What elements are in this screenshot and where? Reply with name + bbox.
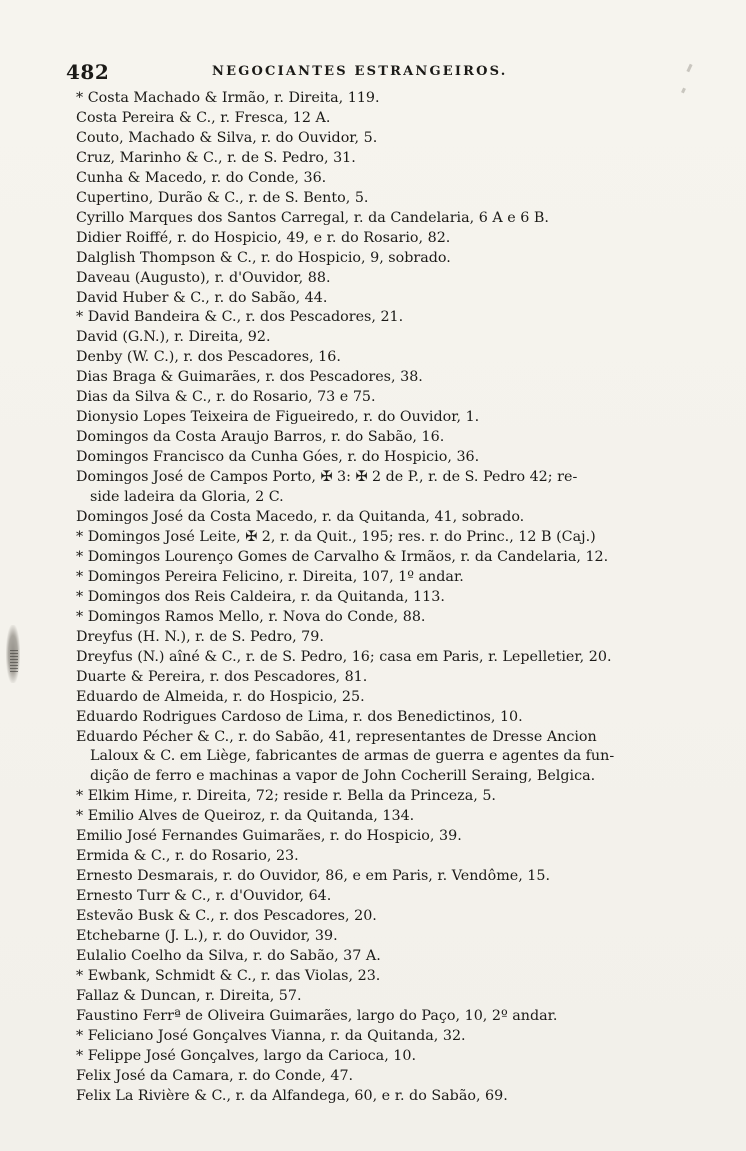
directory-entry: Eulalio Coelho da Silva, r. do Sabão, 37 A. xyxy=(76,947,381,964)
page-number: 482 xyxy=(66,60,110,84)
directory-entry: * Domingos Lourenço Gomes de Carvalho & Irmãos, r. da Candelaria, 12. xyxy=(76,548,609,565)
directory-entry: Dreyfus (H. N.), r. de S. Pedro, 79. xyxy=(76,628,324,645)
directory-entry: * Feliciano José Gonçalves Vianna, r. da Quitanda, 32. xyxy=(76,1027,466,1044)
directory-entry: Domingos da Costa Araujo Barros, r. do Sabão, 16. xyxy=(76,429,445,446)
entry-continuation-line: Laloux & C. em Liège, fabricantes de armas de guerra e agentes da fun- xyxy=(90,748,615,765)
directory-entry: * Domingos Ramos Mello, r. Nova do Conde, 88. xyxy=(76,608,426,625)
running-title: NEGOCIANTES ESTRANGEIROS. xyxy=(212,64,508,79)
directory-entry: * David Bandeira & C., r. dos Pescadores, 21. xyxy=(76,309,404,326)
directory-entry: * Felippe José Gonçalves, largo da Carioca, 10. xyxy=(76,1047,417,1064)
directory-entry: Cyrillo Marques dos Santos Carregal, r. da Candelaria, 6 A e 6 B. xyxy=(76,209,549,226)
directory-entry: * Ewbank, Schmidt & C., r. das Violas, 23. xyxy=(76,967,381,984)
directory-entry: Cunha & Macedo, r. do Conde, 36. xyxy=(76,169,327,186)
directory-entry: Cupertino, Durão & C., r. de S. Bento, 5. xyxy=(76,189,369,206)
directory-entry: Domingos José da Costa Macedo, r. da Quitanda, 41, sobrado. xyxy=(76,509,525,526)
directory-entry: David Huber & C., r. do Sabão, 44. xyxy=(76,289,328,306)
directory-entry: * Elkim Hime, r. Direita, 72; reside r. Bella da Princeza, 5. xyxy=(76,788,496,805)
page-header xyxy=(66,60,666,90)
directory-entry: Duarte & Pereira, r. dos Pescadores, 81. xyxy=(76,668,368,685)
directory-entry: Dias Braga & Guimarães, r. dos Pescadores, 38. xyxy=(76,369,423,386)
directory-entry: Eduardo Rodrigues Cardoso de Lima, r. dos Benedictinos, 10. xyxy=(76,708,523,725)
directory-entry: Denby (W. C.), r. dos Pescadores, 16. xyxy=(76,349,341,366)
directory-entry: Faustino Ferrª de Oliveira Guimarães, largo do Paço, 10, 2º andar. xyxy=(76,1007,558,1024)
directory-entry: * Domingos Pereira Felicino, r. Direita, 107, 1º andar. xyxy=(76,568,464,585)
directory-entry: Domingos José de Campos Porto, ✠ 3: ✠ 2 de P., r. de S. Pedro 42; re- xyxy=(76,469,578,486)
directory-entry: Emilio José Fernandes Guimarães, r. do Hospicio, 39. xyxy=(76,828,462,845)
directory-entry: Ernesto Turr & C., r. d'Ouvidor, 64. xyxy=(76,888,332,905)
directory-entry: * Emilio Alves de Queiroz, r. da Quitanda, 134. xyxy=(76,808,415,825)
directory-entries xyxy=(76,89,704,1107)
page-stain-mark xyxy=(10,648,18,672)
directory-entry: Couto, Machado & Silva, r. do Ouvidor, 5. xyxy=(76,129,378,146)
paper-speck xyxy=(686,64,692,73)
entry-continuation-line: side ladeira da Gloria, 2 C. xyxy=(90,489,284,506)
directory-entry: Daveau (Augusto), r. d'Ouvidor, 88. xyxy=(76,269,331,286)
directory-entry: Ermida & C., r. do Rosario, 23. xyxy=(76,848,299,865)
directory-entry: Eduardo de Almeida, r. do Hospicio, 25. xyxy=(76,688,365,705)
directory-entry: Dalglish Thompson & C., r. do Hospicio, 9, sobrado. xyxy=(76,249,451,266)
directory-entry: Estevão Busk & C., r. dos Pescadores, 20. xyxy=(76,908,377,925)
directory-entry: * Domingos dos Reis Caldeira, r. da Quitanda, 113. xyxy=(76,588,445,605)
directory-entry: * Domingos José Leite, ✠ 2, r. da Quit., 195; res. r. do Princ., 12 B (Caj.) xyxy=(76,528,596,545)
directory-entry: Costa Pereira & C., r. Fresca, 12 A. xyxy=(76,109,331,126)
directory-entry: Etchebarne (J. L.), r. do Ouvidor, 39. xyxy=(76,928,338,945)
directory-entry: Felix José da Camara, r. do Conde, 47. xyxy=(76,1067,354,1084)
directory-entry: Didier Roiffé, r. do Hospicio, 49, e r. do Rosario, 82. xyxy=(76,229,451,246)
directory-entry: Eduardo Pécher & C., r. do Sabão, 41, representantes de Dresse Ancion xyxy=(76,728,597,745)
directory-entry: Felix La Rivière & C., r. da Alfandega, 60, e r. do Sabão, 69. xyxy=(76,1087,508,1104)
directory-entry: Dionysio Lopes Teixeira de Figueiredo, r. do Ouvidor, 1. xyxy=(76,409,480,426)
directory-entry: Fallaz & Duncan, r. Direita, 57. xyxy=(76,987,302,1004)
directory-entry: David (G.N.), r. Direita, 92. xyxy=(76,329,271,346)
entry-continuation-line: dição de ferro e machinas a vapor de John Cocherill Seraing, Belgica. xyxy=(90,768,596,785)
directory-entry: * Costa Machado & Irmão, r. Direita, 119. xyxy=(76,90,380,106)
directory-entry: Domingos Francisco da Cunha Góes, r. do Hospicio, 36. xyxy=(76,449,480,466)
directory-entry: Ernesto Desmarais, r. do Ouvidor, 86, e em Paris, r. Vendôme, 15. xyxy=(76,868,551,885)
directory-entry: Cruz, Marinho & C., r. de S. Pedro, 31. xyxy=(76,149,356,166)
directory-entry: Dias da Silva & C., r. do Rosario, 73 e 75. xyxy=(76,389,376,406)
directory-entry: Dreyfus (N.) aîné & C., r. de S. Pedro, 16; casa em Paris, r. Lepelletier, 20. xyxy=(76,648,612,665)
